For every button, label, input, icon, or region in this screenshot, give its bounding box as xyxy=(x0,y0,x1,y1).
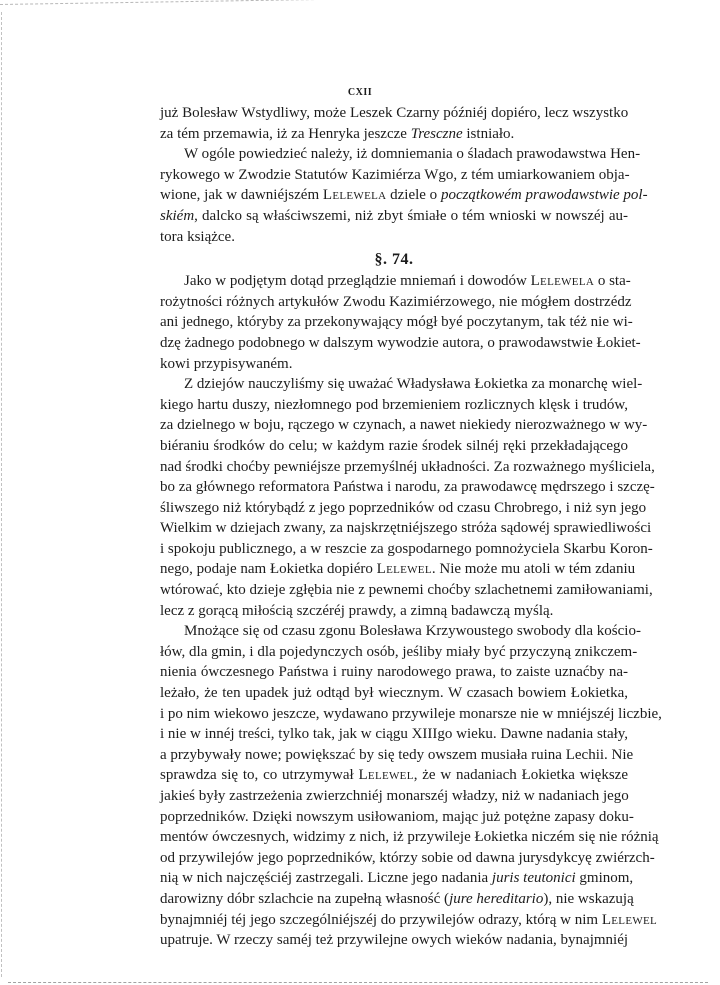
text-line: nią w nich najczęściéj zastrzegali. Liczne jego nadania juris teutonici gminom, xyxy=(160,870,634,887)
text-line: skiém, dalcko są właściwszemi, niż zbyt śmiałe o tém wnioski w nowszéj au- xyxy=(160,207,628,224)
text-line: lecz z gorącą miłością szczéréj prawdy, a zimną badawczą myślą. xyxy=(160,602,554,619)
text-line: ani jednego, któryby za przekonywający mógł byé poczytanym, tak téż nie wi- xyxy=(160,314,633,331)
page-body xyxy=(160,103,662,951)
text-line: bynajmniéj téj jego szczególniéjszéj do przywilejów odrazy, którą w nim Lelewel xyxy=(160,911,658,928)
italic-term: początkowém prawodawstwie pol- xyxy=(440,187,648,204)
text-line: Mnożące się od czasu zgonu Bolesława Krzywoustego swobody dla kościo- xyxy=(184,623,641,640)
text-line: Wielkim w dziejach zwany, za najskrzętniéjszego stróża sądowéj sprawiedliwości xyxy=(160,520,652,537)
text-line: kowi przypisywaném. xyxy=(160,355,293,372)
text-line: nad środki choćby pewniéjsze przemyślnéj układności. Za rozważnego myśliciela, xyxy=(160,458,655,475)
text-line: jakieś były zastrzeżenia zwierzchniéj monarszéj władzy, niż w nadaniach jego xyxy=(160,788,629,804)
text-line: wione, jak w dawniéjszém Lelewela dziele o początkowém prawodawstwie pol- xyxy=(160,187,648,204)
text-line: już Bolesław Wstydliwy, może Leszek Czarny późniéj dopiéro, lecz wszystko xyxy=(160,105,629,121)
text-line: tora książce. xyxy=(160,228,235,245)
text-line: Jako w podjętym dotąd przeglądzie mniemań i dowodów Lelewela o sta- xyxy=(184,273,631,290)
text-line: śliwszego niż którybądź z jego poprzedników od czasu Chrobrego, i niż syn jego xyxy=(160,499,647,516)
text-line: i nie w innéj treści, tylko tak, jak w ciągu XIIIgo wieku. Dawne nadania stały, xyxy=(160,726,629,743)
italic-term: Tresczne xyxy=(410,125,463,142)
italic-term: juris teutonici xyxy=(491,870,576,887)
paragraph-1 xyxy=(160,103,628,144)
italic-term: jure hereditario xyxy=(449,890,544,907)
text-line: rykowego w Zwodzie Statutów Kazimiérza Wgo, z tém umiarkowaniem obja- xyxy=(160,166,630,183)
text-line: Z dziejów nauczyliśmy się uważać Władysława Łokietka za monarchę wiel- xyxy=(184,376,643,393)
text-line: leżało, że ten upadek już odtąd był wiecznym. W czasach bowiem Łokietka, xyxy=(160,685,628,702)
text-line: a przybywały nowe; powiększać by się tedy owszem musiała ruina Lechii. Nie xyxy=(160,746,634,763)
text-line: poprzedników. Dzięki nowszym usiłowaniom, mając już potężne zapasy doku- xyxy=(160,808,634,825)
text-line: od przywilejów jego poprzedników, którzy sobie od dawna jurysdykcyę zwiérzch- xyxy=(160,849,655,866)
text-line: rożytności różnych artykułów Zwodu Kazimiérzowego, nie mógłem dostrzédz xyxy=(160,293,632,310)
text-line: wtórować, kto dzieje zgłębia nie z pewnemi choćby szlachetnemi zamiłowaniami, xyxy=(160,582,653,599)
text-line: biéraniu środków do celu; w każdym razie środek silnéj ręki przekładającego xyxy=(160,437,628,454)
author-name: Lelewela xyxy=(530,273,595,290)
paragraph-3 xyxy=(160,271,641,374)
scan-page-edge-bottom xyxy=(8,981,708,983)
author-name: Lelewel xyxy=(358,767,414,784)
text-line: łów, dla gmin, i dla pojedynczych osób, jeśliby miały być przyczyną znikczem- xyxy=(160,643,638,660)
author-name: Lelewel xyxy=(376,561,432,578)
text-line: nego, podaje nam Łokietka dopiéro Lelewel. Nie może mu atoli w tém zdaniu xyxy=(160,561,636,578)
text-line: sprawdza się to, co utrzymywał Lelewel, że w nadaniach Łokietka większe xyxy=(160,767,628,784)
text-line: i po nim wiekowo jeszcze, wydawano przywileje monarsze nie w mniéjszéj liczbie, xyxy=(160,705,662,722)
paragraph-4 xyxy=(160,374,655,621)
scan-page-edge-top xyxy=(0,0,720,17)
text-line: i spokoju publicznego, a w reszcie za gospodarnego pomnożyciela Skarbu Koron- xyxy=(160,540,653,557)
text-line: bo za głównego reformatora Państwa i narodu, za prawodawcę mędrszego i szczę- xyxy=(160,479,655,496)
text-line: nienia ówczesnego Państwa i ruiny narodowego prawa, to zaiste uznaćby na- xyxy=(160,664,628,681)
text-line: mentów ówczesnych, widzimy z nich, iż przywileje Łokietka niczém się nie różnią xyxy=(160,829,659,846)
text-line: darowizny dóbr szlachcie na zupełną własność (jure hereditario), nie wskazują xyxy=(160,890,634,907)
author-name: Lelewela xyxy=(322,187,387,204)
text-line: kiego hartu duszy, niezłomnego pod brzemieniem rozlicznych klęsk i trudów, xyxy=(160,396,628,413)
text-line: dzę żadnego podobnego w dalszym wywodzie autora, o prawodawstwie Łokiet- xyxy=(160,334,641,351)
paragraph-5 xyxy=(160,621,662,951)
text-line: za tém przemawia, iż za Henryka jeszcze Tresczne istniało. xyxy=(160,125,515,142)
paragraph-2 xyxy=(160,144,648,247)
author-name: Lelewel xyxy=(601,911,658,928)
section-heading: §. 74. xyxy=(374,251,414,269)
text-line: upatruje. W rzeczy saméj też przywilejne owych wieków nadania, bynajmniéj xyxy=(160,932,629,949)
page-number: CXII xyxy=(347,87,373,98)
italic-term: skiém xyxy=(160,207,195,224)
text-line: za dzielnego w boju, rączego w czynach, a nawet niekiedy nierozważnego w wy- xyxy=(160,417,648,434)
text-line: W ogóle powiedzieć należy, iż domniemania o śladach prawodawstwa Hen- xyxy=(184,146,641,163)
scan-page-edge-left xyxy=(1,12,3,977)
